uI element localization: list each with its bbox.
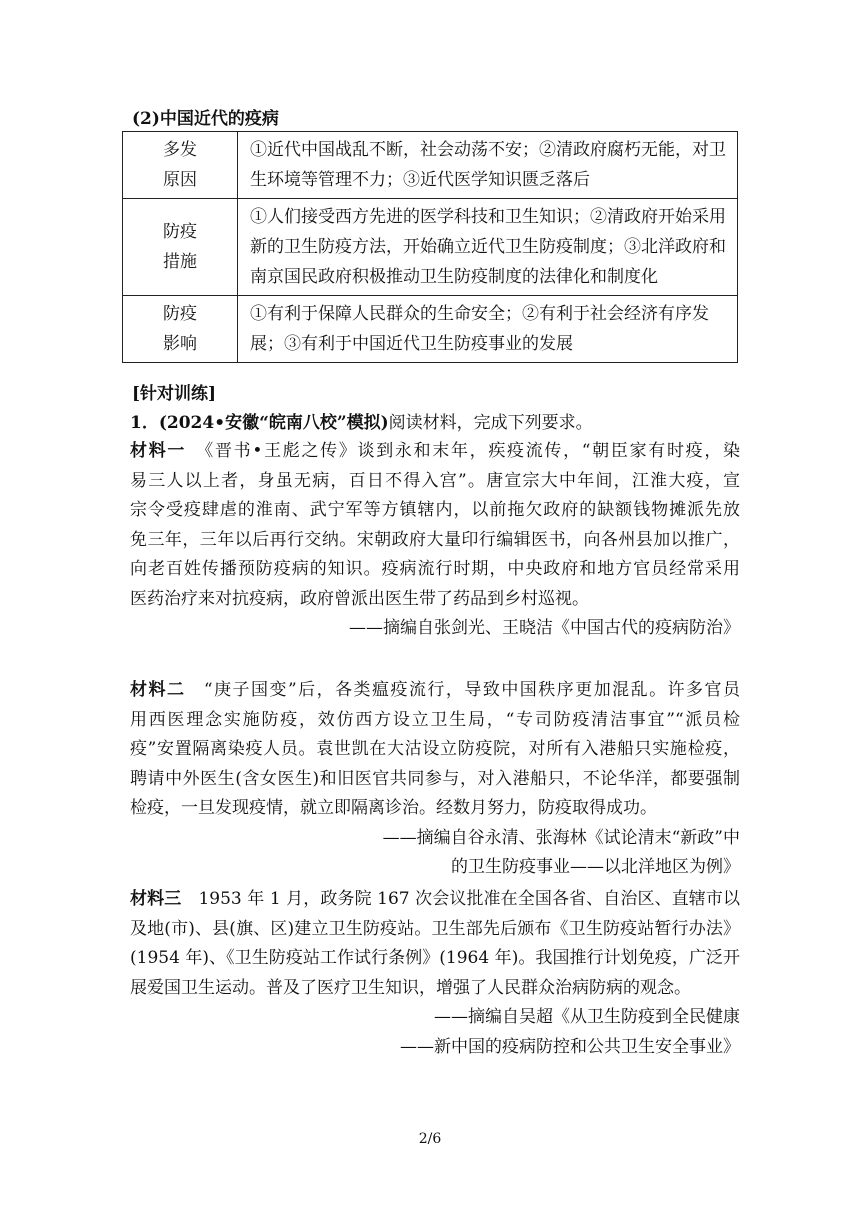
section-title: (2)中国近代的疫病 [132, 109, 279, 129]
material-label: 材料一 [130, 441, 187, 461]
citation: ——摘编自谷永清、张海林《试论清末“新政”中 [382, 827, 740, 848]
material-label: 材料二 [130, 680, 186, 700]
material-3: 材料三 1953 年 1 月，政务院 167 次会议批准在全国各省、自治区、直辖市以 及地(市)、县(旗、区)建立卫生防疫站。卫生部先后颁布《卫生防疫站暂行办法》 (1954 年)、《卫生防疫站工作试行条例》(1964 年)。我国推行计划免疫，广泛开 展爱国卫生运动。普及了医疗卫生知识，增强了人民群众治病防病的观念。 ——摘编自吴超《从卫生防疫到全民健康 ——新中国的疫病防控和公共卫生安全事业》 [130, 885, 740, 1062]
citation: ——摘编自张剑光、王晓洁《中国古代的疫病防治》 [349, 618, 740, 638]
row-header: 防疫 影响 [123, 296, 238, 363]
row-content: ①人们接受西方先进的医学科技和卫生知识；②清政府开始采用 新的卫生防疫方法，开始确立近代卫生防疫制度；③北洋政府和 南京国民政府积极推动卫生防疫制度的法律化和制度化 [238, 199, 738, 296]
practice-title: [针对训练] [132, 384, 217, 404]
page-number: 2/6 [418, 1131, 442, 1147]
row-content: ①有利于保障人民群众的生命安全；②有利于社会经济有序发 展；③有利于中国近代卫生防疫事业的发展 [238, 296, 738, 363]
row-content: ①近代中国战乱不断，社会动荡不安；②清政府腐朽无能，对卫 生环境等管理不力；③近代医学知识匮乏落后 [238, 132, 738, 199]
table-row [123, 132, 738, 199]
question-number: 1． [130, 413, 159, 433]
material-label: 材料三 [130, 889, 182, 909]
question-prompt: 阅读材料，完成下列要求。 [388, 413, 593, 433]
question-header [130, 408, 593, 433]
material-2: 材料二 “庚子国变”后，各类瘟疫流行，导致中国秩序更加混乱。许多官员 用西医理念实施防疫，效仿西方设立卫生局，“专司防疫清洁事宜”“派员检 疫”安置隔离染疫人员。袁世凯在大沽设立防疫院，对所有入港船只实施检疫， 聘请中外医生(含女医生)和旧医官共同参与，对入港船只，不论华洋，都要强制 检疫，一旦发现疫情，就立即隔离诊治。经数月努力，防疫取得成功。 ——摘编自谷永清、张海林《试论清末“新政”中 的卫生防疫事业——以北洋地区为例》 [130, 676, 740, 883]
material-1: 材料一 《晋书•王彪之传》谈到永和末年，疾疫流传，“朝臣家有时疫，染 易三人以上者，身虽无病，百日不得入宫”。唐宣宗大中年间，江淮大疫，宣 宗令受疫肆虐的淮南、武宁军等方镇辖内，以前拖欠政府的缺额钱物摊派先放 免三年，三年以后再行交纳。宋朝政府大量印行编辑医书，向各州县加以推广， 向老百姓传播预防疫病的知识。疫病流行时期，中央政府和地方官员经常采用 医药治疗来对抗疫病，政府曾派出医生带了药品到乡村巡视。 ——摘编自张剑光、王晓洁《中国古代的疫病防治》 [130, 437, 740, 644]
table-row [123, 199, 738, 296]
question-source: (2024•安徽“皖南八校”模拟) [158, 413, 389, 433]
citation: 的卫生防疫事业——以北洋地区为例》 [451, 857, 740, 877]
citation: ——新中国的疫病防控和公共卫生安全事业》 [400, 1036, 740, 1057]
row-header: 防疫 措施 [123, 199, 238, 296]
row-header: 多发 原因 [123, 132, 238, 199]
summary-table [122, 131, 738, 363]
table-row [123, 296, 738, 363]
citation: ——摘编自吴超《从卫生防疫到全民健康 [434, 1007, 740, 1027]
